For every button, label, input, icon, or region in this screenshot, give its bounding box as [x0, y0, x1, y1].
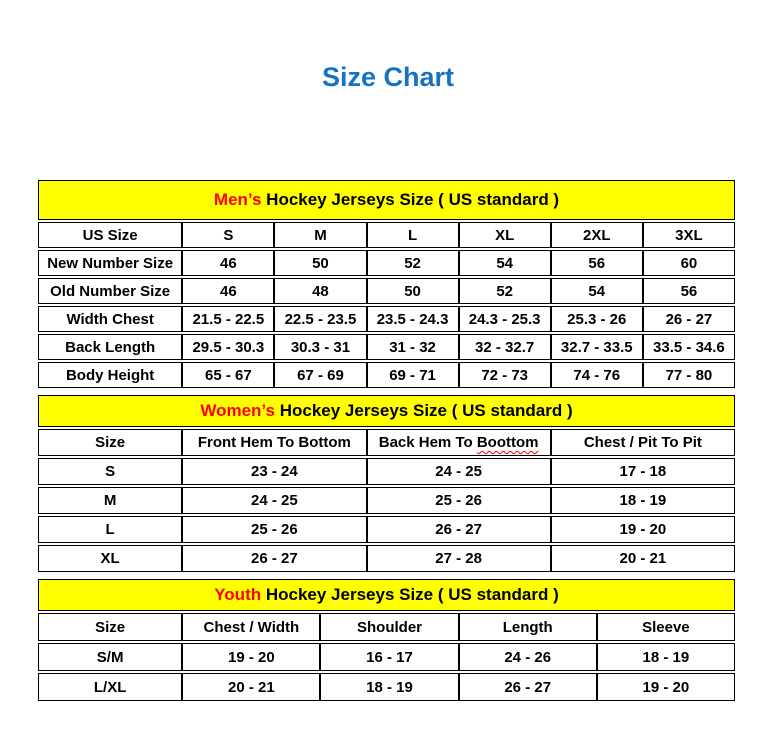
size-value-cell: 26 - 27	[643, 306, 735, 332]
size-value-cell: 25 - 26	[182, 516, 366, 543]
size-value-cell: 54	[551, 278, 643, 304]
row-label: S/M	[38, 643, 182, 671]
column-header: Front Hem To Bottom	[182, 429, 366, 456]
womens-header-row	[38, 429, 735, 456]
size-value-cell: 31 - 32	[367, 334, 459, 360]
row-label: New Number Size	[38, 250, 182, 276]
table-row	[38, 250, 735, 276]
size-value-cell: 56	[551, 250, 643, 276]
size-value-cell: 32.7 - 33.5	[551, 334, 643, 360]
size-value-cell: 29.5 - 30.3	[182, 334, 274, 360]
column-header: Chest / Width	[182, 613, 320, 641]
mens-banner-text: Hockey Jerseys Size ( US standard )	[261, 190, 560, 209]
size-value-cell: 22.5 - 23.5	[274, 306, 366, 332]
youth-header-row	[38, 613, 735, 641]
size-value-cell: 56	[643, 278, 735, 304]
table-row	[38, 362, 735, 388]
size-value-cell: 46	[182, 278, 274, 304]
column-header: Sleeve	[597, 613, 735, 641]
mens-banner-highlight: Men’s	[213, 190, 262, 209]
youth-banner-highlight: Youth	[214, 585, 262, 604]
size-value-cell: 19 - 20	[597, 673, 735, 701]
size-value-cell: 46	[182, 250, 274, 276]
size-value-cell: 67 - 69	[274, 362, 366, 388]
size-value-cell: 32 - 32.7	[459, 334, 551, 360]
table-row	[38, 306, 735, 332]
mens-header-row	[38, 222, 735, 248]
size-value-cell: 23 - 24	[182, 458, 366, 485]
womens-size-table	[38, 427, 735, 574]
size-value-cell: 24 - 25	[182, 487, 366, 514]
size-value-cell: 18 - 19	[597, 643, 735, 671]
column-header: 3XL	[643, 222, 735, 248]
womens-section-banner	[38, 395, 735, 427]
row-label: S	[38, 458, 182, 485]
size-value-cell: 21.5 - 22.5	[182, 306, 274, 332]
size-value-cell: 30.3 - 31	[274, 334, 366, 360]
column-header-text: Back Hem To	[378, 434, 477, 451]
size-value-cell: 16 - 17	[320, 643, 458, 671]
size-value-cell: 72 - 73	[459, 362, 551, 388]
column-header: XL	[459, 222, 551, 248]
youth-section-banner	[38, 579, 735, 611]
womens-banner-text: Hockey Jerseys Size ( US standard )	[274, 401, 573, 420]
womens-size-section	[38, 395, 735, 574]
size-value-cell: 24.3 - 25.3	[459, 306, 551, 332]
youth-size-section	[38, 579, 735, 703]
size-value-cell: 69 - 71	[367, 362, 459, 388]
column-header: Size	[38, 613, 182, 641]
size-value-cell: 25.3 - 26	[551, 306, 643, 332]
row-label: Back Length	[38, 334, 182, 360]
column-header: S	[182, 222, 274, 248]
table-row	[38, 334, 735, 360]
size-value-cell: 19 - 20	[551, 516, 735, 543]
mens-size-section	[38, 180, 735, 390]
misspelled-word: Boottom	[476, 434, 539, 451]
column-header: Chest / Pit To Pit	[551, 429, 735, 456]
mens-size-table	[38, 220, 735, 390]
size-value-cell: 18 - 19	[320, 673, 458, 701]
size-value-cell: 27 - 28	[367, 545, 551, 572]
size-value-cell: 77 - 80	[643, 362, 735, 388]
size-value-cell: 54	[459, 250, 551, 276]
row-label: Width Chest	[38, 306, 182, 332]
column-header: M	[274, 222, 366, 248]
column-header: Length	[459, 613, 597, 641]
column-header: US Size	[38, 222, 182, 248]
size-value-cell: 50	[274, 250, 366, 276]
mens-section-banner	[38, 180, 735, 220]
row-label: M	[38, 487, 182, 514]
size-value-cell: 20 - 21	[182, 673, 320, 701]
table-row	[38, 545, 735, 572]
table-row	[38, 458, 735, 485]
youth-size-table	[38, 611, 735, 703]
row-label: Body Height	[38, 362, 182, 388]
table-row	[38, 278, 735, 304]
size-chart-page	[0, 62, 776, 754]
size-value-cell: 19 - 20	[182, 643, 320, 671]
size-value-cell: 52	[367, 250, 459, 276]
table-row	[38, 673, 735, 701]
size-value-cell: 33.5 - 34.6	[643, 334, 735, 360]
column-header: 2XL	[551, 222, 643, 248]
size-value-cell: 23.5 - 24.3	[367, 306, 459, 332]
size-value-cell: 17 - 18	[551, 458, 735, 485]
size-value-cell: 20 - 21	[551, 545, 735, 572]
column-header: L	[367, 222, 459, 248]
tables-container	[38, 180, 735, 703]
row-label: Old Number Size	[38, 278, 182, 304]
table-row	[38, 487, 735, 514]
size-value-cell: 25 - 26	[367, 487, 551, 514]
size-value-cell: 48	[274, 278, 366, 304]
size-value-cell: 26 - 27	[459, 673, 597, 701]
womens-banner-highlight: Women’s	[200, 401, 275, 420]
size-value-cell: 24 - 26	[459, 643, 597, 671]
row-label: L	[38, 516, 182, 543]
size-value-cell: 74 - 76	[551, 362, 643, 388]
size-value-cell: 26 - 27	[367, 516, 551, 543]
column-header: Size	[38, 429, 182, 456]
size-value-cell: 18 - 19	[551, 487, 735, 514]
youth-banner-text: Hockey Jerseys Size ( US standard )	[261, 585, 559, 604]
size-value-cell: 60	[643, 250, 735, 276]
row-label: XL	[38, 545, 182, 572]
column-header: Shoulder	[320, 613, 458, 641]
size-value-cell: 65 - 67	[182, 362, 274, 388]
row-label: L/XL	[38, 673, 182, 701]
size-value-cell: 50	[367, 278, 459, 304]
size-value-cell: 52	[459, 278, 551, 304]
size-value-cell: 24 - 25	[367, 458, 551, 485]
page-title: Size Chart	[321, 62, 455, 92]
table-row	[38, 516, 735, 543]
size-value-cell: 26 - 27	[182, 545, 366, 572]
column-header	[367, 429, 551, 456]
table-row	[38, 643, 735, 671]
